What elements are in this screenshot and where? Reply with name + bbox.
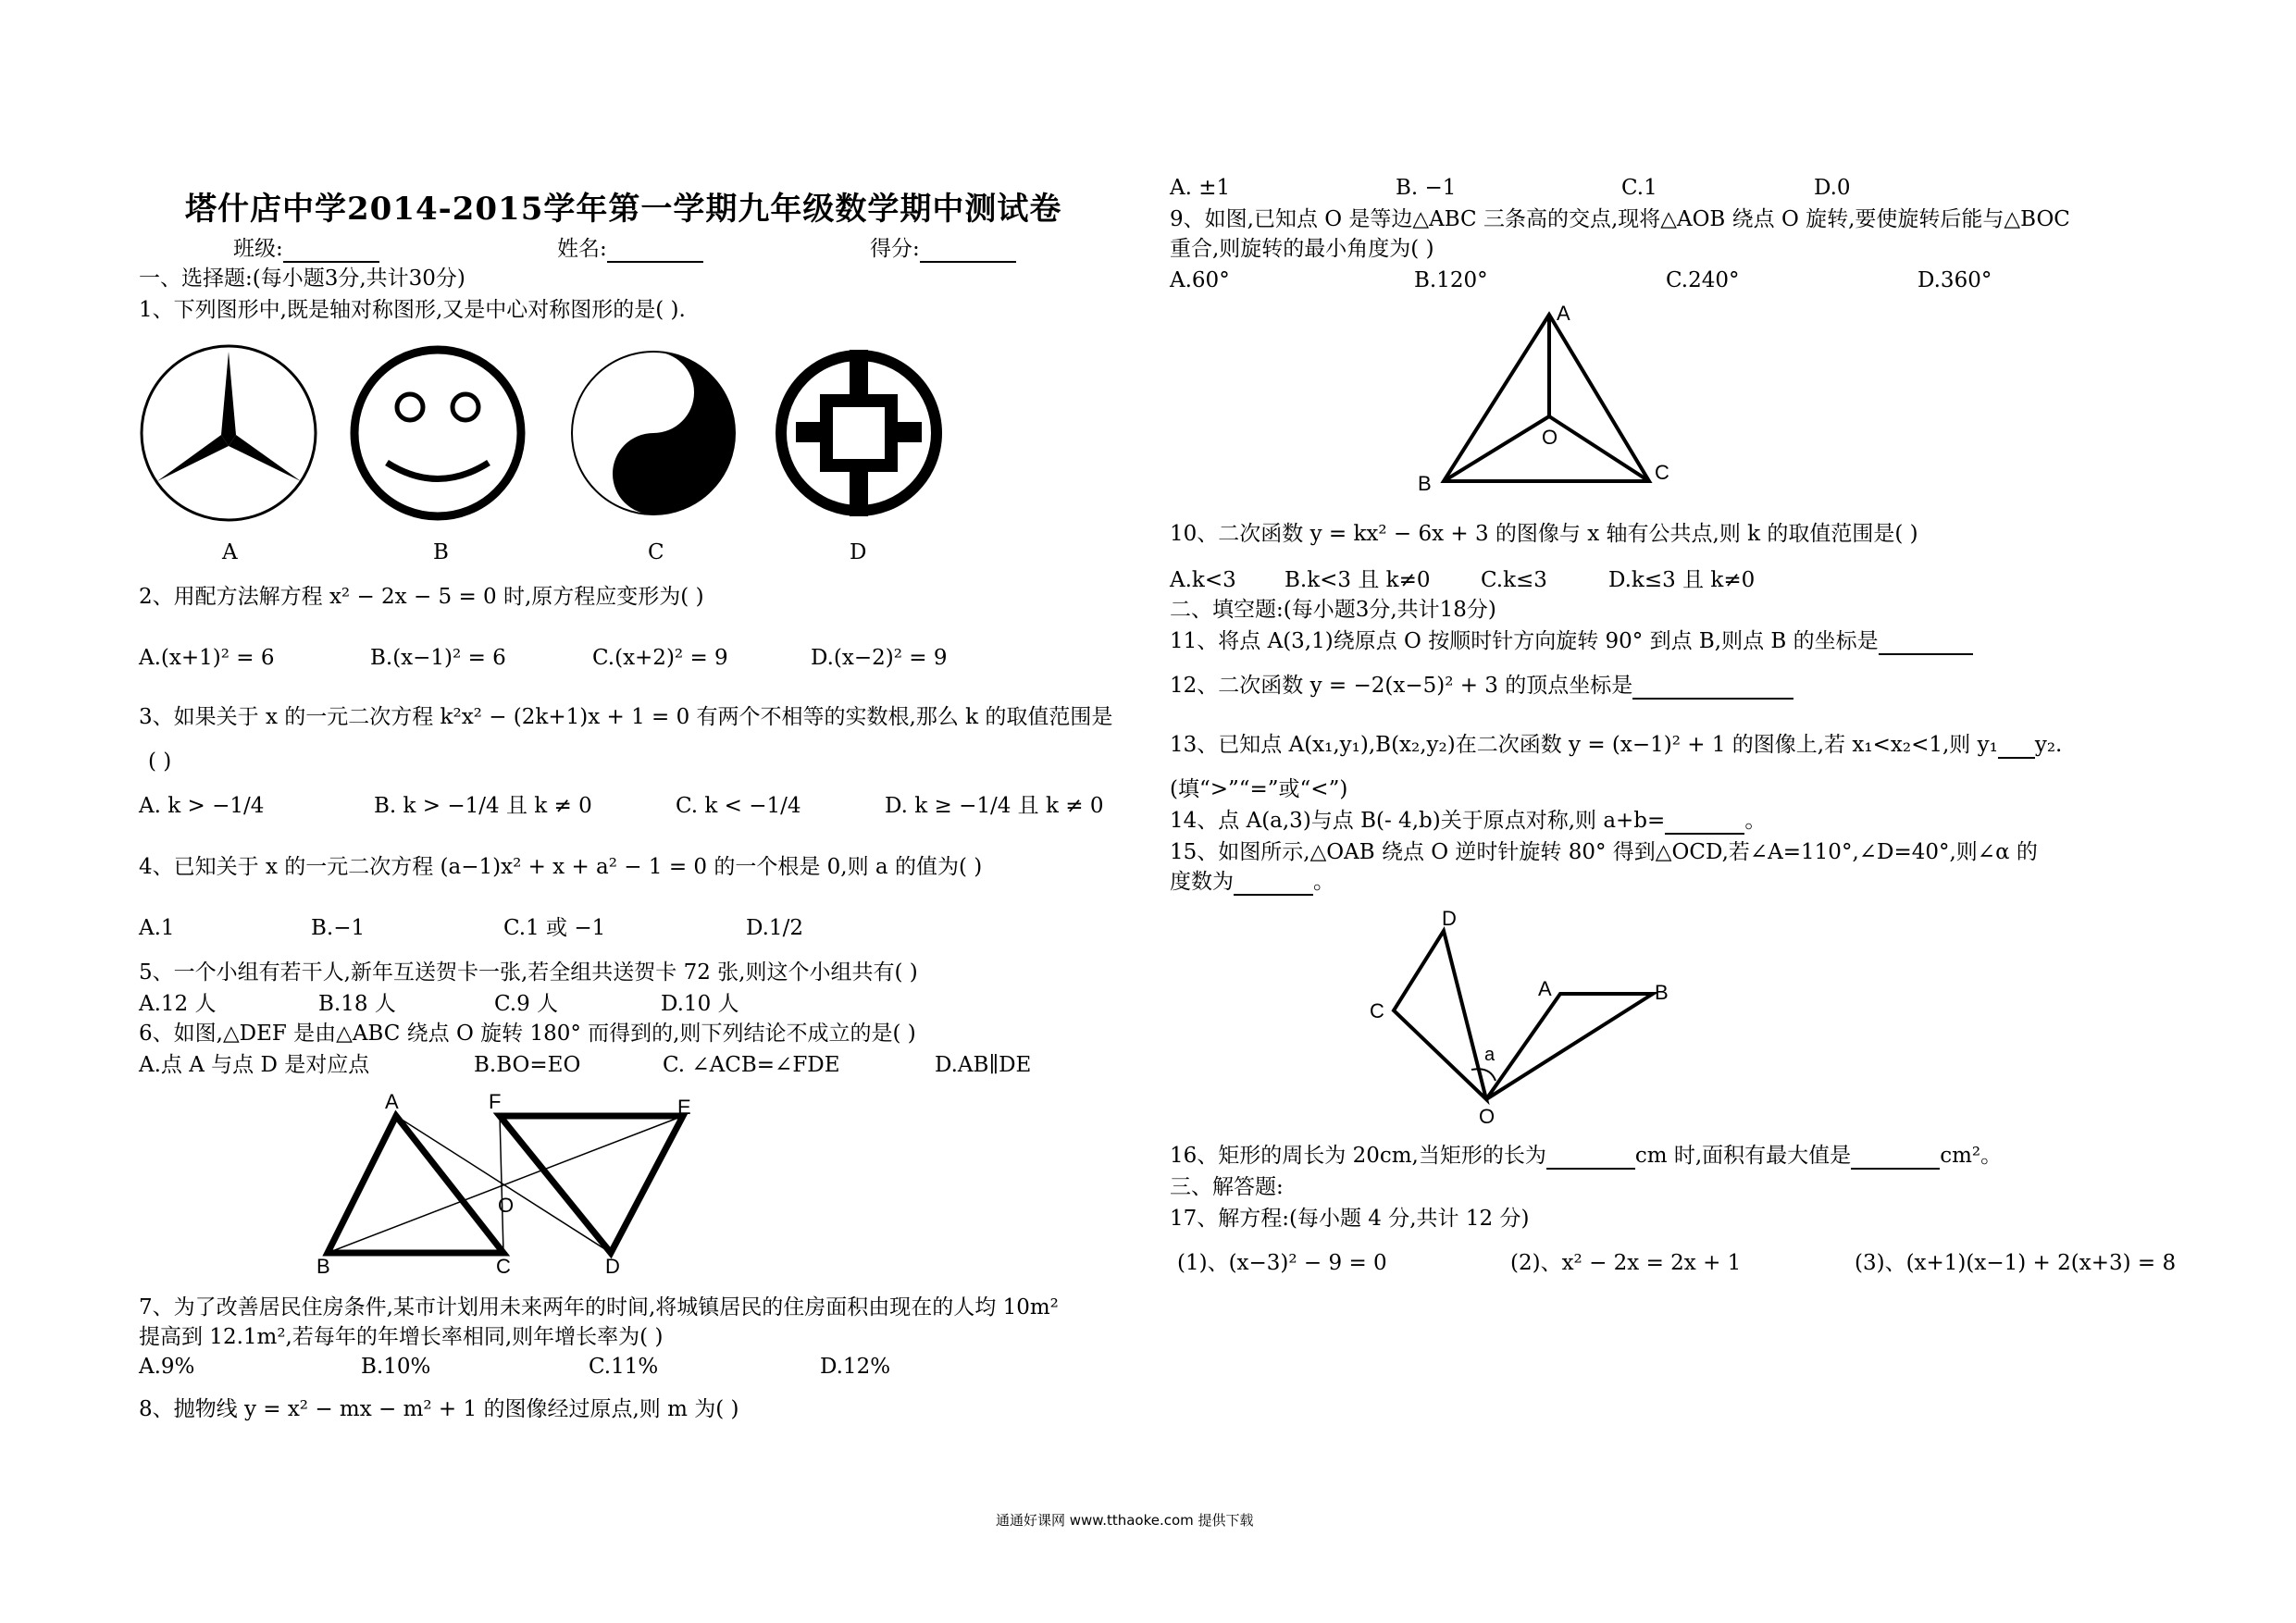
q17-part-3: (3)、(x+1)(x−1) + 2(x+3) = 8 [1855,1251,2177,1275]
q7-option-a[interactable]: A.9% [139,1355,195,1379]
section-fill-heading: 二、填空题:(每小题3分,共计18分) [1170,598,1496,622]
q3-option-c[interactable]: C. k < −1/4 [676,794,801,818]
question-1: 1、下列图形中,既是轴对称图形,又是中心对称图形的是( ). [139,298,686,322]
q1-label-d: D [850,540,867,564]
q4-option-a[interactable]: A.1 [139,916,175,940]
q6-label-a: A [385,1090,399,1113]
q7-option-d[interactable]: D.12% [820,1355,891,1379]
q14-tail: 。 [1744,809,1767,833]
q10-option-a[interactable]: A.k<3 [1170,568,1236,592]
score-field [870,235,1016,263]
q9-figure [1407,296,1712,490]
q13-tail: y₂. [2034,733,2063,757]
q13-text: 13、已知点 A(x₁,y₁),B(x₂,y₂)在二次函数 y = (x−1)² + 1 的图像上,若 x₁<x₂<1,则 y₁ [1170,733,1998,757]
q8-option-a[interactable]: A. ±1 [1170,176,1231,200]
question-7-line2: 提高到 12.1m²,若每年的年增长率相同,则年增长率为( ) [139,1325,664,1349]
q4-option-d[interactable]: D.1/2 [746,916,803,940]
q1-label-b: B [433,540,449,564]
q6-label-d: D [605,1255,620,1277]
q12-blank[interactable] [1632,674,1793,700]
q7-option-c[interactable]: C.11% [589,1355,659,1379]
question-13-hint: (填“>”“=”或“<”) [1170,777,1348,801]
q15-label-o: O [1479,1105,1496,1128]
section-solve-heading: 三、解答题: [1170,1175,1284,1199]
q16-tail: cm²。 [1940,1144,2003,1168]
q8-option-d[interactable]: D.0 [1814,176,1851,200]
question-14 [1170,807,1766,835]
name-blank[interactable] [607,237,703,263]
q9-option-d[interactable]: D.360° [1917,268,1992,292]
q16-blank-length[interactable] [1546,1144,1635,1170]
class-label: 班级: [233,237,283,261]
question-15-line1: 15、如图所示,△OAB 绕点 O 逆时针旋转 80° 得到△OCD,若∠A=110°,∠D=40°,则∠α 的 [1170,840,2038,864]
q17-part-2: (2)、x² − 2x = 2x + 1 [1510,1251,1742,1275]
q15-tail: 。 [1313,870,1334,894]
question-4: 4、已知关于 x 的一元二次方程 (a−1)x² + x + a² − 1 = 0 的一个根是 0,则 a 的值为( ) [139,855,983,879]
question-5: 5、一个小组有若干人,新年互送贺卡一张,若全组共送贺卡 72 张,则这个小组共有( ) [139,960,918,985]
q9-label-o: O [1542,426,1558,449]
q15-figure [1360,903,1675,1134]
question-10: 10、二次函数 y = kx² − 6x + 3 的图像与 x 轴有公共点,则 k 的取值范围是( ) [1170,522,1918,546]
q6-option-a[interactable]: A.点 A 与点 D 是对应点 [139,1053,370,1077]
q5-option-a[interactable]: A.12 人 [139,992,217,1016]
q6-option-d[interactable]: D.AB∥DE [935,1053,1032,1077]
q6-figure [305,1083,713,1277]
footer-source: 通通好课网 www.tthaoke.com 提供下载 [996,1512,1254,1529]
q1-figure-b [354,350,521,516]
q9-option-b[interactable]: B.120° [1414,268,1488,292]
q2-option-c[interactable]: C.(x+2)² = 9 [592,646,728,670]
q6-label-e: E [677,1096,691,1119]
q15-label-d: D [1442,907,1457,930]
page-title: 塔什店中学2014-2015学年第一学期九年级数学期中测试卷 [185,191,1062,228]
q6-label-o: O [498,1194,515,1217]
q15-text: 度数为 [1170,870,1234,894]
q6-label-c: C [496,1255,511,1277]
q3-option-b[interactable]: B. k > −1/4 且 k ≠ 0 [374,794,592,818]
q15-label-b: B [1655,981,1669,1004]
q14-blank[interactable] [1665,809,1744,835]
q3-option-d[interactable]: D. k ≥ −1/4 且 k ≠ 0 [885,794,1104,818]
question-9-line2: 重合,则旋转的最小角度为( ) [1170,237,1434,261]
q2-option-b[interactable]: B.(x−1)² = 6 [370,646,506,670]
q3-option-a[interactable]: A. k > −1/4 [139,794,265,818]
class-blank[interactable] [283,237,379,263]
q8-option-b[interactable]: B. −1 [1396,176,1457,200]
question-16 [1170,1142,2002,1170]
q8-option-c[interactable]: C.1 [1621,176,1657,200]
q1-label-c: C [648,540,664,564]
q9-label-b: B [1418,472,1432,490]
question-9-line1: 9、如图,已知点 O 是等边△ABC 三条高的交点,现将△AOB 绕点 O 旋转,要使旋转后能与△BOC [1170,207,2070,231]
q7-option-b[interactable]: B.10% [361,1355,431,1379]
q9-option-c[interactable]: C.240° [1666,268,1740,292]
q9-label-a: A [1557,302,1570,325]
question-8: 8、抛物线 y = x² − mx − m² + 1 的图像经过原点,则 m 为( ) [139,1397,739,1421]
q6-option-b[interactable]: B.BO=EO [474,1053,581,1077]
q11-blank[interactable] [1879,629,1973,655]
q15-label-alpha: a [1484,1045,1496,1065]
q1-figures [139,342,990,537]
q4-option-b[interactable]: B.−1 [311,916,366,940]
q10-option-c[interactable]: C.k≤3 [1481,568,1547,592]
question-2: 2、用配方法解方程 x² − 2x − 5 = 0 时,原方程应变形为( ) [139,585,704,609]
q9-label-c: C [1655,461,1669,484]
q2-option-d[interactable]: D.(x−2)² = 9 [811,646,948,670]
q4-option-c[interactable]: C.1 或 −1 [503,916,606,940]
question-11 [1170,627,1973,655]
question-12 [1170,672,1793,700]
score-blank[interactable] [920,237,1016,263]
q17-part-1: (1)、(x−3)² − 9 = 0 [1177,1251,1387,1275]
q5-option-b[interactable]: B.18 人 [318,992,396,1016]
question-13 [1170,731,2062,759]
question-3: 3、如果关于 x 的一元二次方程 k²x² − (2k+1)x + 1 = 0 有两个不相等的实数根,那么 k 的取值范围是 [139,705,1113,729]
q2-option-a[interactable]: A.(x+1)² = 6 [139,646,275,670]
q3-paren: ( ) [148,750,172,774]
q6-option-c[interactable]: C. ∠ACB=∠FDE [663,1053,840,1077]
q5-option-c[interactable]: C.9 人 [494,992,559,1016]
q5-option-d[interactable]: D.10 人 [661,992,739,1016]
class-field [233,235,379,263]
q16-blank-area[interactable] [1851,1144,1940,1170]
question-17: 17、解方程:(每小题 4 分,共计 12 分) [1170,1207,1530,1231]
score-label: 得分: [870,237,920,261]
q9-option-a[interactable]: A.60° [1170,268,1230,292]
q6-label-b: B [316,1255,330,1277]
name-field [557,235,703,263]
q15-blank[interactable] [1234,870,1313,896]
q12-text: 12、二次函数 y = −2(x−5)² + 3 的顶点坐标是 [1170,674,1633,698]
q1-figure-a [142,346,316,520]
q13-blank[interactable] [1998,733,2035,759]
q1-figure-c [572,352,735,514]
question-7-line1: 7、为了改善居民住房条件,某市计划用未来两年的时间,将城镇居民的住房面积由现在的人均 10m² [139,1295,1059,1319]
question-15-line2 [1170,868,1334,896]
question-6: 6、如图,△DEF 是由△ABC 绕点 O 旋转 180° 而得到的,则下列结论不成立的是( ) [139,1022,916,1046]
section-choice-heading: 一、选择题:(每小题3分,共计30分) [139,266,465,291]
q1-figure-d [781,350,937,516]
q1-label-a: A [222,540,238,564]
q10-option-b[interactable]: B.k<3 且 k≠0 [1285,568,1431,592]
q15-label-a: A [1538,977,1552,1000]
q16-mid: cm 时,面积有最大值是 [1634,1144,1852,1168]
q14-text: 14、点 A(a,3)与点 B(- 4,b)关于原点对称,则 a+b= [1170,809,1666,833]
q15-label-c: C [1370,999,1384,1022]
q11-text: 11、将点 A(3,1)绕原点 O 按顺时针方向旋转 90° 到点 B,则点 B 的坐标是 [1170,629,1879,653]
q10-option-d[interactable]: D.k≤3 且 k≠0 [1608,568,1756,592]
name-label: 姓名: [557,237,607,261]
q16-text: 16、矩形的周长为 20cm,当矩形的长为 [1170,1144,1546,1168]
q6-label-f: F [489,1090,502,1113]
